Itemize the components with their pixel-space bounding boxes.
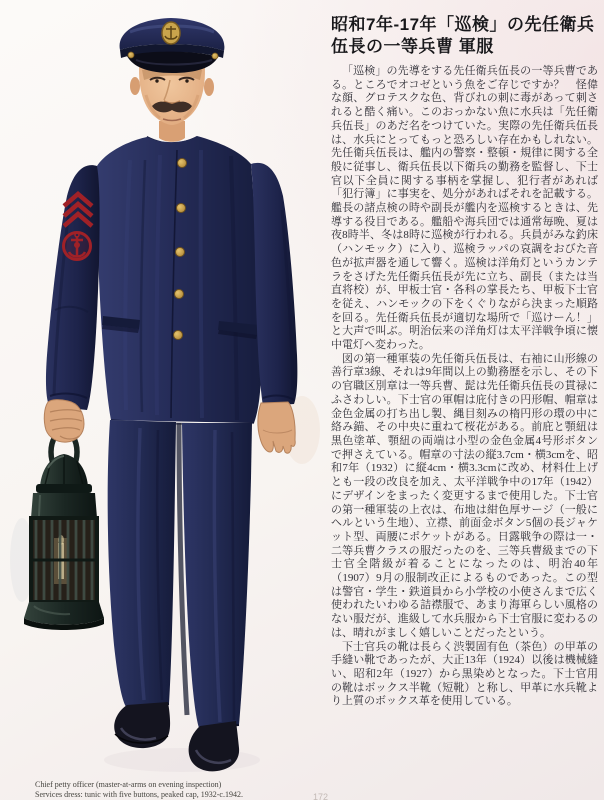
peaked-cap	[120, 18, 225, 73]
illustration-caption	[35, 780, 325, 799]
article-title: 昭和7年-17年「巡検」の先任衛兵伍長の一等兵曹 軍服	[331, 15, 595, 56]
left-hand	[44, 400, 84, 443]
cap-badge-icon	[162, 22, 180, 44]
page-number: 172	[313, 792, 329, 800]
article-paragraph: 「巡検」の先導をする先任衛兵伍長の一等兵曹である。ところでオコゼという魚をご存じですか？ 怪偉な顔、グロテスクな色、背びれの刺に毒があって刺されると酷く痛い。このおっかない魚に水兵は「先任衛兵伍長」のあだ名をつけていた。実際の先任衛兵伍長は、水兵にとってもっと恐ろしい存在かもしれない。先任衛兵伍長は、艦内の警察・整頓・規律に関する全般に従事し、衛兵伍長以下衛兵の勤務を監督し、下士官以下全員に関する事柄を掌握し、犯行者があれば「犯行簿」に事実を、処分があればそれを記載する。艦長の諸点検の時や副長が艦内を巡検するときは、先導する役目である。艦船や海兵団では通常毎晩、夏は夜8時半、冬は8時に巡検が行われる。兵員がみな釣床（ハンモック）に入り、巡検ラッパの哀調をおびた音色が拡声器を通して響く。巡検は洋角灯というカンテラをさげた先任衛兵伍長が先に立ち、副長（または当直将校）が、甲板士官・各科の掌長たち、甲板下士官を従え、ハンモックの下をくぐりながら決まった順路を回る。先任衛兵伍長が適切な場所で「巡けーん！」と大声で叫ぶ。明治伝来の洋角灯は太平洋戦争頃に懐中電灯へ変わった。	[331, 65, 598, 352]
chin-strap-button	[128, 52, 134, 58]
rating-badge-icon	[64, 233, 91, 260]
left-sleeve	[46, 165, 100, 410]
article-paragraph: 下士官兵の靴は長らく渋製固有色（茶色）の甲革の手縫い靴であったが、大正13年（1924）以後は機械縫い、昭和2年（1927）から黒染めとなった。下士官用の靴はボックス半靴（短靴）と称し、甲革に水兵靴より上質のボックス革を使用している。	[331, 640, 598, 708]
article-paragraph: 図の第一種軍装の先任衛兵伍長は、右袖に山形線の善行章3線、それは9年間以上の勤務歴を示し、その下の官職区別章は一等兵曹、髭は先任衛兵伍長の貫禄にふさわしい。下士官の軍帽は庇付きの円形帽、帽章は金色金属の打ち出し製、縄目刻みの楕円形の環の中に絡み錨、その中央に重ねて桜花がある。前庇と顎紐は黒色塗革、顎紐の両端は小型の金色金属4号形ボタンで押さえている。帽章の寸法の縦3.7cm・横3cmを、昭和7年（1932）に縦4cm・横3.3cmに改め、材料仕上げとも一段の改良を加え、太平洋戦争中の17年（1942）にデザインをまったく変更するまで使用した。下士官の第一種軍装の上衣は、布地は紺色厚サージ（一般にヘルという生地）、立襟、前面金ボタン5個の長ジャケット型、両腰にポケットがある。日露戦争の際は一・二等兵曹クラスの服だったのを、三等兵曹級までの下士官全階級が着ることになったのは、明治40年（1907）9月の服制改正によるものであった。この型は警官・学生・鉄道員から小学校の小使さんまで広く使われたいわゆる詰襟服で、あまり海軍らしい風格のない服だが、進級して水兵服から下士官服に変わるのは、晴れがましく嬉しいことだったという。	[331, 352, 598, 639]
uniform-jacket	[97, 136, 262, 424]
caption-line-2: Services dress: tunic with five buttons, peaked cap, 1932-c.1942.	[35, 789, 243, 799]
trousers	[108, 420, 252, 728]
inspection-lantern-icon	[24, 431, 104, 630]
chin-strap-button	[212, 53, 218, 59]
article-body	[331, 65, 598, 709]
article-column	[331, 14, 598, 709]
right-hand	[258, 402, 295, 453]
caption-line-1: Chief petty officer (master-at-arms on evening inspection)	[35, 780, 222, 789]
